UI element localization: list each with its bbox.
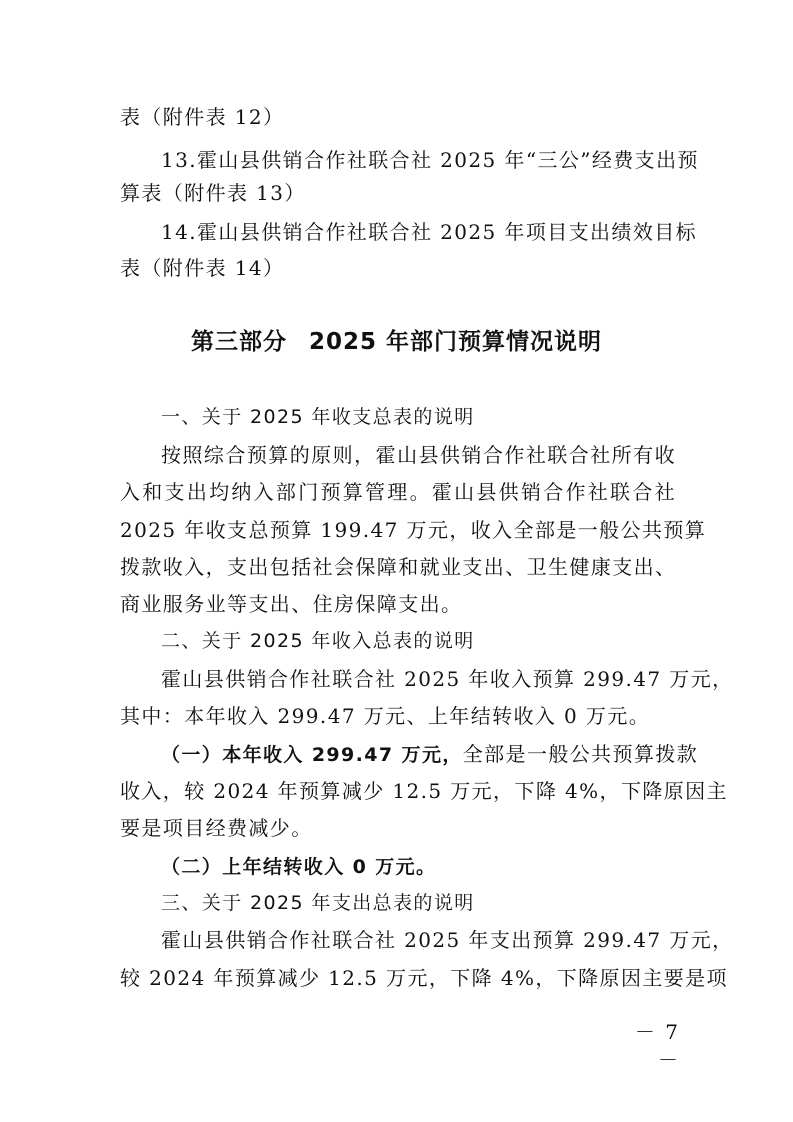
part-heading-title: 2025 年部门预算情况说明 — [308, 329, 603, 355]
paragraph-line: 按照综合预算的原则，霍山县供销合作社联合社所有收 — [161, 443, 676, 467]
paragraph-line: 较 2024 年预算减少 12.5 万元，下降 4%，下降原因主要是项 — [120, 966, 728, 990]
section-2-title: 二、关于 2025 年收入总表的说明 — [161, 630, 475, 652]
subsection-1-text: 全部是一般公共预算拨款 — [462, 742, 699, 766]
paragraph-line: 霍山县供销合作社联合社 2025 年支出预算 299.47 万元， — [161, 928, 734, 952]
toc-line: 算表（附件表 13） — [120, 181, 306, 205]
toc-line: 表（附件表 12） — [120, 105, 285, 129]
paragraph-line: 其中：本年收入 299.47 万元、上年结转收入 0 万元。 — [120, 704, 651, 728]
paragraph-line: 收入，较 2024 年预算减少 12.5 万元，下降 4%，下降原因主 — [120, 779, 728, 803]
page-number: － 7 － — [634, 1020, 680, 1072]
subsection-2-heading: （二）上年结转收入 0 万元。 — [161, 856, 437, 878]
subsection-1-heading: （一）本年收入 299.47 万元， — [161, 744, 463, 766]
paragraph-line: 入和支出均纳入部门预算管理。霍山县供销合作社联合社 — [120, 480, 676, 504]
toc-item-13: 13.霍山县供销合作社联合社 2025 年“三公”经费支出预 — [161, 148, 699, 172]
paragraph-line: 2025 年收支总预算 199.47 万元，收入全部是一般公共预算 — [120, 518, 707, 542]
part-heading — [0, 326, 793, 358]
paragraph-line: 拨款收入，支出包括社会保障和就业支出、卫生健康支出、 — [120, 555, 677, 579]
paragraph-line: 霍山县供销合作社联合社 2025 年收入预算 299.47 万元， — [161, 667, 734, 691]
paragraph-line: 商业服务业等支出、住房保障支出。 — [120, 592, 463, 616]
section-3-title: 三、关于 2025 年支出总表的说明 — [161, 892, 475, 914]
subsection-2-line — [161, 852, 676, 881]
section-1-title: 一、关于 2025 年收支总表的说明 — [161, 406, 475, 428]
toc-item-14: 14.霍山县供销合作社联合社 2025 年项目支出绩效目标 — [161, 220, 698, 244]
subsection-1-line — [161, 740, 699, 769]
part-heading-label: 第三部分 — [190, 329, 287, 355]
paragraph-line: 要是项目经费减少。 — [120, 816, 313, 840]
toc-line: 表（附件表 14） — [120, 256, 285, 280]
